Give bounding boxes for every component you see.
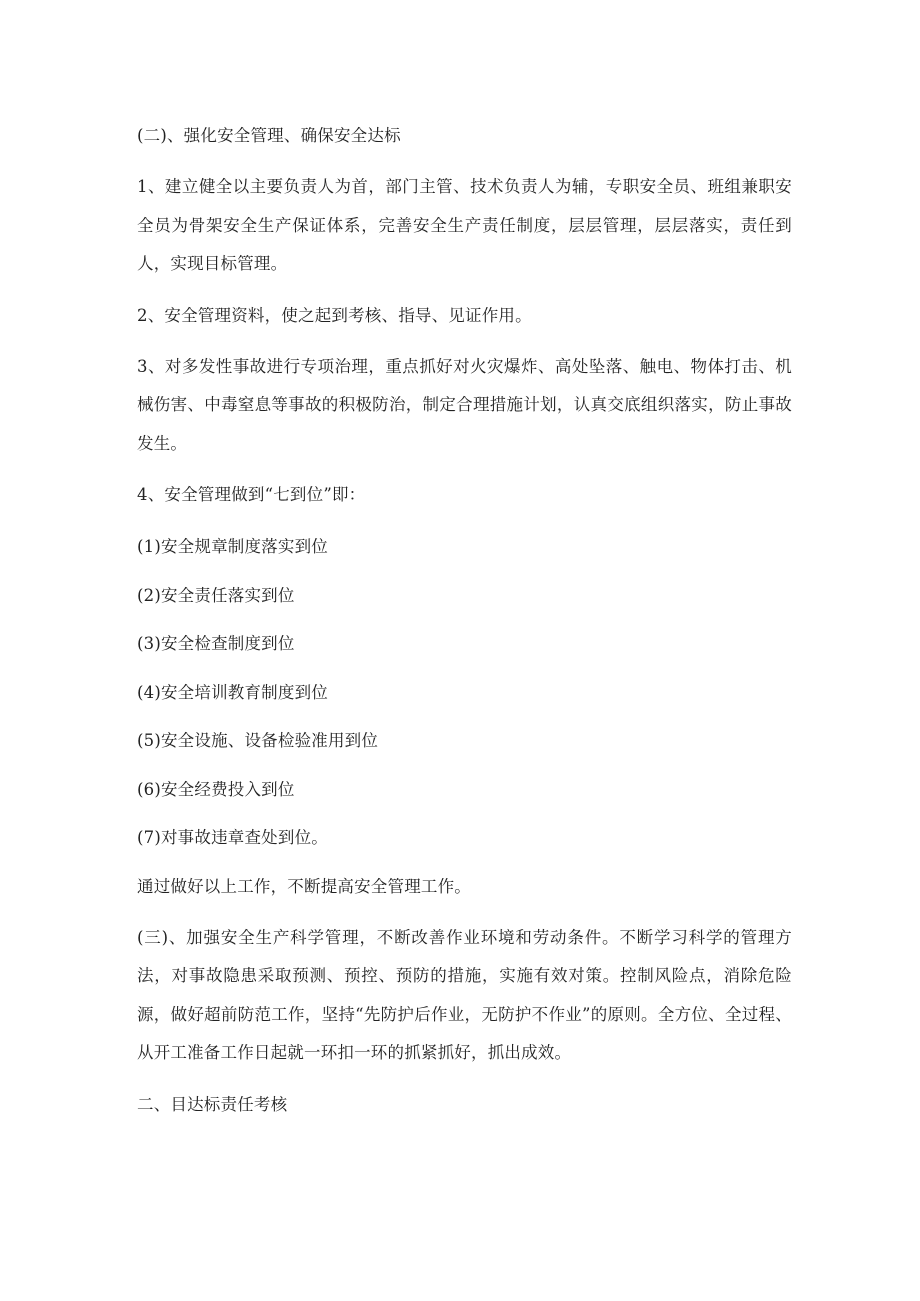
paragraph-point-2: 2、安全管理资料，使之起到考核、指导、见证作用。 — [137, 305, 532, 325]
section-heading: (二)、强化安全管理、确保安全达标 — [137, 126, 401, 145]
document-body — [137, 120, 792, 1141]
list-item: (7)对事故违章查处到位。 — [137, 828, 328, 847]
paragraph-point-4: 4、安全管理做到“七到位”即： — [137, 485, 366, 504]
list-item: (4)安全培训教育制度到位 — [137, 682, 328, 702]
paragraph-point-3: 3、对多发性事故进行专项治理，重点抓好对火灾爆炸、高处坠落、触电、物体打击、机械伤害、中毒窒息等事故的积极防治，制定合理措施计划，认真交底组织落实，防止事故发生。 — [137, 356, 792, 453]
list-item: (6)安全经费投入到位 — [137, 779, 295, 799]
paragraph-point-1: 1、建立健全以主要负责人为首，部门主管、技术负责人为辅，专职安全员、班组兼职安全员为骨架安全生产保证体系，完善安全生产责任制度，层层管理，层层落实，责任到人，实现目标管理。 — [137, 177, 792, 273]
section-3-paragraph: (三)、加强安全生产科学管理，不断改善作业环境和劳动条件。不断学习科学的管理方法，对事故隐患采取预测、预控、预防的措施，实施有效对策。控制风险点，消除危险源，做好超前防范工作，坚持“先防护后作业，无防护不作业”的原则。全方位、全过程、从开工准备工作日起就一环扣一环的抓紧抓好，抓出成效。 — [137, 927, 792, 1062]
list-item: (1)安全规章制度落实到位 — [137, 537, 328, 556]
summary-paragraph: 通过做好以上工作，不断提高安全管理工作。 — [137, 876, 471, 896]
section-heading-2: 二、目达标责任考核 — [137, 1094, 288, 1114]
list-item: (2)安全责任落实到位 — [137, 585, 295, 605]
list-item: (3)安全检查制度到位 — [137, 634, 295, 653]
list-item: (5)安全设施、设备检验准用到位 — [137, 731, 379, 750]
